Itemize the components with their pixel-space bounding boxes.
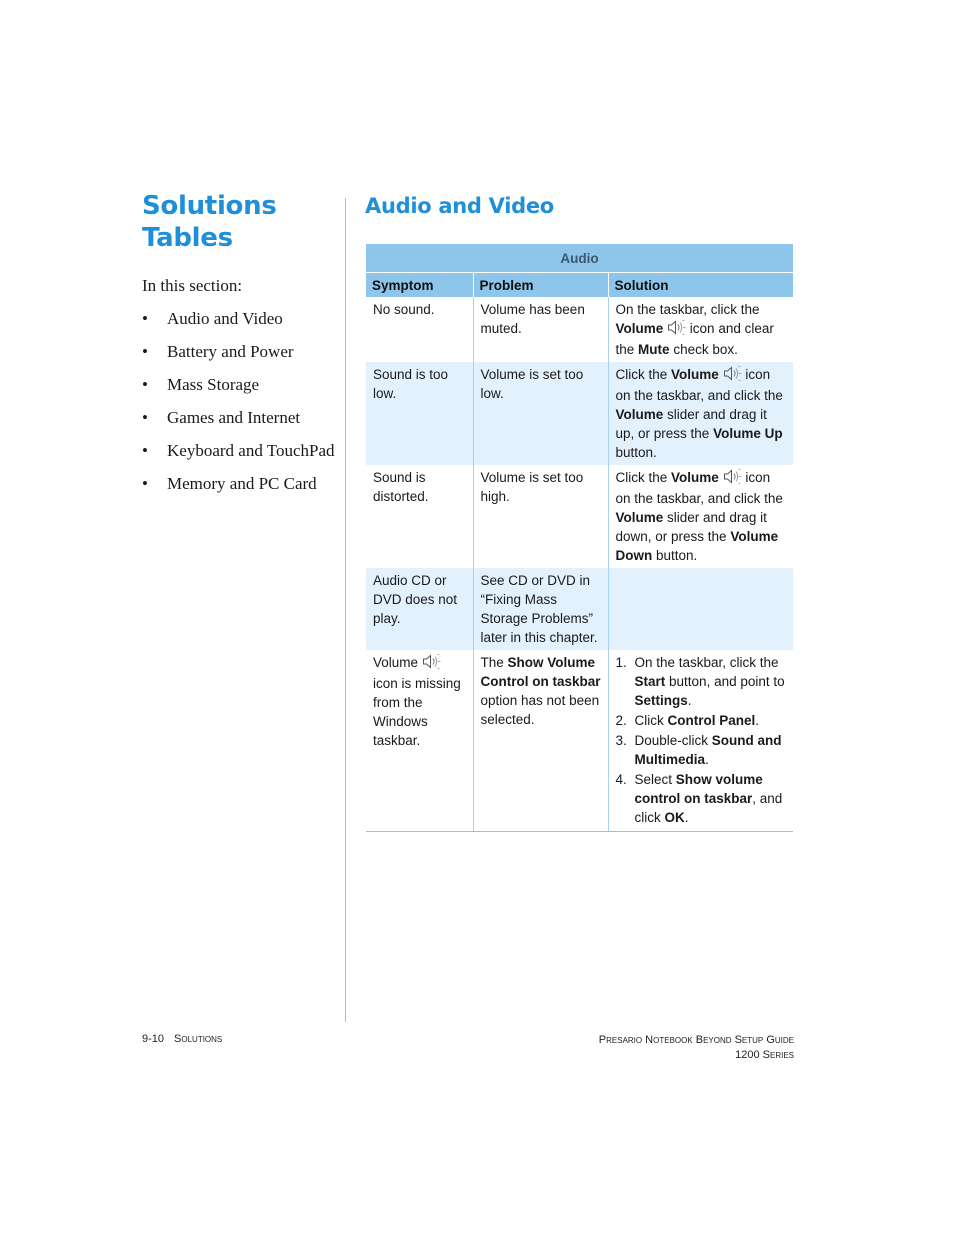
problem-cell: Volume is set too low. [473, 362, 608, 465]
footer-section: Solutions [174, 1033, 223, 1045]
step-number: 1. [615, 655, 627, 670]
footer-right [599, 1033, 794, 1063]
table-caption: Audio [366, 244, 793, 273]
bullet-glyph: • [142, 408, 148, 427]
symptom-text: Volume [373, 655, 419, 670]
solution-term: Volume Down [615, 529, 779, 563]
solution-cell [608, 650, 793, 832]
column-header-solution: Solution [608, 273, 793, 298]
solution-text: Click the [615, 367, 668, 382]
solution-text: check box. [673, 342, 738, 357]
solution-text: icon on the taskbar, and click the [615, 470, 783, 506]
toc-item [142, 473, 335, 506]
step-text: . [684, 810, 689, 825]
solution-text: slider and drag it up, or press the [615, 407, 767, 441]
bullet-glyph: • [142, 375, 148, 394]
speaker-volume-icon [667, 320, 686, 340]
footer-guide-title: Presario Notebook Beyond Setup Guide [598, 1034, 794, 1046]
toc-item [142, 374, 335, 407]
section-contents-list [142, 308, 335, 506]
problem-term: Show Volume Control on taskbar [480, 655, 601, 689]
solution-cell [608, 568, 793, 650]
page-title: Solutions Tables [142, 191, 277, 253]
solution-term: Volume Up [713, 426, 783, 441]
solution-term: Volume [671, 470, 719, 485]
solution-text: Click the [615, 470, 668, 485]
toc-item-label: Games and Internet [167, 408, 301, 427]
footer-left [142, 1033, 222, 1045]
problem-cell: Volume is set too high. [473, 465, 608, 568]
step-term: Sound and Multimedia [634, 733, 782, 767]
toc-item-label: Battery and Power [167, 342, 294, 361]
solution-text: slider and drag it down, or press the [615, 510, 767, 544]
step-item [616, 770, 787, 827]
step-term: Show volume control on taskbar [634, 772, 763, 806]
symptom-cell: Audio CD or DVD does not play. [366, 568, 473, 650]
step-text: Double-click [634, 733, 709, 748]
solution-cell [608, 362, 793, 465]
section-intro: In this section: [142, 276, 243, 295]
symptom-cell: Sound is distorted. [373, 470, 429, 504]
step-text: . [687, 693, 692, 708]
step-number: 2. [615, 713, 627, 728]
step-number: 3. [615, 733, 627, 748]
bullet-glyph: • [142, 342, 148, 361]
table-row [366, 568, 793, 650]
step-term: Start [634, 674, 666, 689]
problem-cell: Volume has been muted. [473, 297, 608, 362]
step-item [616, 653, 787, 710]
step-number: 4. [615, 772, 627, 787]
solution-text: button. [656, 548, 698, 563]
symptom-text: icon is missing from the Windows taskbar. [373, 676, 461, 748]
solution-text: button. [615, 445, 657, 460]
step-term: Settings [634, 693, 688, 708]
table-row [366, 650, 793, 832]
symptom-cell: Sound is too low. [366, 362, 473, 465]
speaker-volume-icon [723, 469, 742, 489]
column-header-problem: Problem [473, 273, 608, 298]
footer-series: 1200 Series [735, 1049, 794, 1061]
table-row [366, 297, 793, 362]
toc-item [142, 407, 335, 440]
table-row [366, 465, 793, 568]
problem-text: The [480, 655, 504, 670]
step-item [616, 731, 787, 769]
toc-item-label: Keyboard and TouchPad [167, 441, 335, 460]
solution-term: Volume [615, 321, 664, 336]
step-text: button, and point to [669, 674, 785, 689]
bullet-glyph: • [142, 474, 148, 493]
bullet-glyph: • [142, 309, 148, 328]
solution-term: Volume [671, 367, 719, 382]
solutions-table [366, 244, 793, 832]
problem-cell [473, 650, 608, 832]
speaker-volume-icon [422, 654, 441, 674]
step-item [616, 711, 787, 730]
toc-item-label: Mass Storage [167, 375, 260, 394]
speaker-volume-icon [723, 366, 742, 386]
step-text: . [705, 752, 709, 767]
step-term: Control Panel [667, 713, 756, 728]
toc-item-label: Memory and PC Card [167, 474, 317, 493]
table-row [366, 362, 793, 465]
solution-text: icon and clear the [615, 321, 774, 357]
step-text: Select [634, 772, 673, 787]
toc-item [142, 440, 335, 473]
bullet-glyph: • [142, 441, 148, 460]
symptom-cell: No sound. [373, 302, 435, 317]
section-title: Audio and Video [365, 194, 554, 218]
column-divider [345, 198, 346, 1022]
solution-text: icon on the taskbar, and click the [615, 367, 783, 403]
toc-item-label: Audio and Video [167, 309, 283, 328]
solution-cell [608, 465, 793, 568]
step-text: . [755, 713, 760, 728]
problem-cell: See CD or DVD in “Fixing Mass Storage Problems” later in this chapter. [473, 568, 608, 650]
solution-text: On the taskbar, click the [615, 302, 760, 317]
solution-term: Volume [615, 407, 664, 422]
solution-term: Volume [615, 510, 664, 525]
solution-cell [608, 297, 793, 362]
problem-text: option has not been selected. [480, 693, 600, 727]
solution-steps [616, 653, 787, 827]
step-text: Click [634, 713, 664, 728]
solution-term: Mute [638, 342, 670, 357]
step-text: , and click [634, 791, 783, 825]
column-header-symptom: Symptom [366, 273, 473, 298]
toc-item [142, 308, 335, 341]
page-number: 9-10 [142, 1033, 165, 1045]
symptom-cell [366, 650, 473, 832]
step-term: OK [664, 810, 685, 825]
step-text: On the taskbar, click the [634, 655, 779, 670]
toc-item [142, 341, 335, 374]
